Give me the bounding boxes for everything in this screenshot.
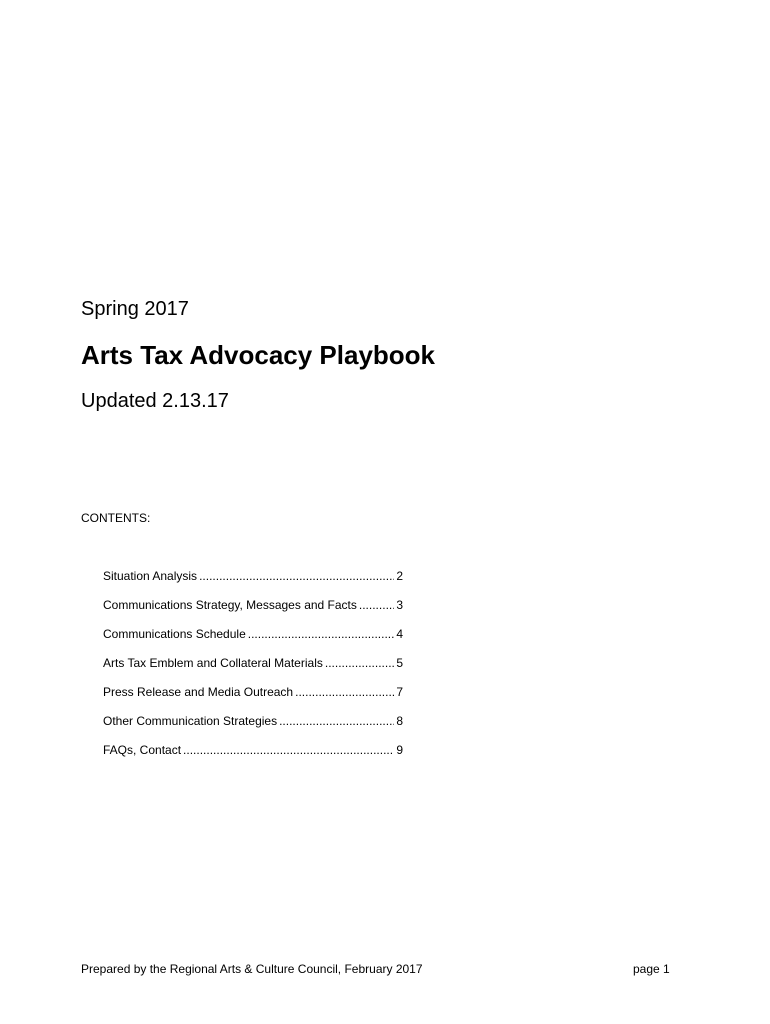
toc-item-page: 3 bbox=[396, 598, 403, 612]
toc-item bbox=[103, 740, 403, 769]
toc-item-label: Press Release and Media Outreach bbox=[103, 685, 294, 699]
toc-item bbox=[103, 711, 403, 740]
toc-item-page: 4 bbox=[396, 627, 403, 641]
toc-leader-dots bbox=[199, 566, 394, 586]
toc-item-label: Communications Strategy, Messages and Facts bbox=[103, 598, 357, 612]
toc-leader-dots bbox=[248, 624, 395, 644]
toc-item bbox=[103, 624, 403, 653]
toc-leader-dots bbox=[359, 595, 394, 615]
toc-leader-dots bbox=[295, 682, 394, 702]
toc-item bbox=[103, 653, 403, 682]
toc-item bbox=[103, 682, 403, 711]
table-of-contents bbox=[103, 566, 403, 769]
toc-item-label: Other Communication Strategies bbox=[103, 714, 278, 728]
toc-item-page: 5 bbox=[396, 656, 403, 670]
toc-leader-dots bbox=[325, 653, 394, 673]
toc-item bbox=[103, 566, 403, 595]
document-title: Arts Tax Advocacy Playbook bbox=[81, 340, 436, 370]
toc-item-page: 8 bbox=[396, 714, 403, 728]
toc-leader-dots bbox=[183, 740, 394, 760]
toc-item bbox=[103, 595, 403, 624]
footer-page-number: page 1 bbox=[633, 962, 670, 976]
toc-leader-dots bbox=[279, 711, 394, 731]
toc-item-page: 7 bbox=[396, 685, 403, 699]
toc-item-label: FAQs, Contact bbox=[103, 743, 182, 757]
toc-item-page: 9 bbox=[396, 743, 403, 757]
toc-item-label: Arts Tax Emblem and Collateral Materials bbox=[103, 656, 323, 670]
footer-prepared-by: Prepared by the Regional Arts & Culture Council, February 2017 bbox=[81, 962, 423, 976]
toc-item-label: Situation Analysis bbox=[103, 569, 198, 583]
updated-date: Updated 2.13.17 bbox=[81, 390, 229, 412]
season-text: Spring 2017 bbox=[81, 298, 189, 320]
contents-heading: CONTENTS: bbox=[81, 511, 151, 525]
toc-item-label: Communications Schedule bbox=[103, 627, 246, 641]
toc-item-page: 2 bbox=[396, 569, 403, 583]
